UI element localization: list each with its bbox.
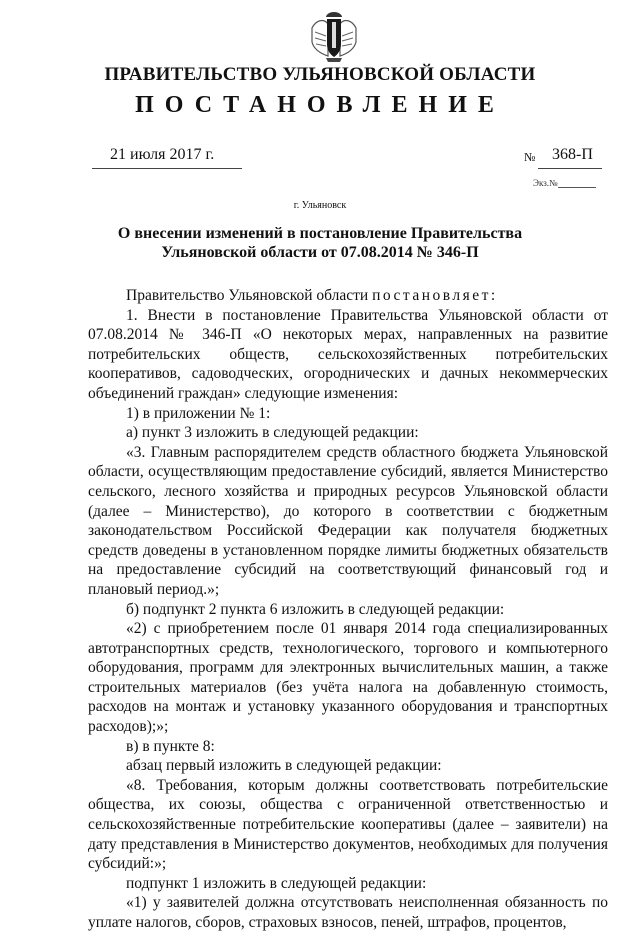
- government-name: ПРАВИТЕЛЬСТВО УЛЬЯНОВСКОЙ ОБЛАСТИ: [104, 64, 536, 85]
- paragraph-4: «3. Главным распорядителем средств областного бюджета Ульяновской области, осуществляющим предоставление субсидий, является Министерство сельского, лесного хозяйства и природных ресурсов Ульяновской области (далее – Министерство), до которого в соответствии с бюджетным законодательством Российской Федерации как получателя бюджетных средств доведены в установленном порядке лимиты бюджетных обязательств на предоставление субсидий на соответствующий финансовый год и плановый период.»;: [88, 443, 608, 598]
- paragraph-5: б) подпункт 2 пункта 6 изложить в следующей редакции:: [126, 600, 505, 618]
- paragraph-7: в) в пункте 8:: [126, 737, 215, 755]
- paragraph-9: «8. Требования, которым должны соответствовать потребительские общества, их союзы, общества с ограниченной ответственностью и сельскохозяйственные потребительские кооперативы (далее – заявители) на дату представления в Министерство документов, необходимых для получения субсидий:»;: [88, 776, 608, 873]
- intro-prefix: Правительство Ульяновской области: [126, 287, 373, 304]
- number-underline: [538, 168, 602, 169]
- city: г. Ульяновск: [293, 200, 347, 211]
- document-type: ПОСТАНОВЛЕНИЕ: [135, 92, 505, 118]
- paragraph-8: абзац первый изложить в следующей редакции:: [126, 757, 442, 775]
- intro-paragraph: [88, 286, 608, 306]
- coat-of-arms-icon: [304, 6, 364, 66]
- number-label: №: [524, 150, 536, 164]
- copy-number: [533, 178, 596, 188]
- copy-label: Экз.№: [533, 178, 558, 188]
- paragraph-11: «1) у заявителей должна отсутствовать неисполненная обязанность по уплате налогов, сборов, страховых взносов, пеней, штрафов, процентов,: [88, 894, 608, 931]
- copy-blank: [558, 187, 596, 188]
- paragraph-1: 1. Внести в постановление Правительства Ульяновской области от 07.08.2014 № 346-П «О некоторых мерах, направленных на развитие потребительских обществ, сельскохозяйственных потребительских кооперативов, садоводческих, огороднических и дачных некоммерческих объединений граждан» следующие изменения:: [88, 306, 608, 402]
- document-number: 368-П: [552, 146, 593, 163]
- document-body: [88, 286, 608, 933]
- paragraph-2: 1) в приложении № 1:: [126, 404, 271, 422]
- paragraph-10: подпункт 1 изложить в следующей редакции:: [126, 874, 427, 892]
- document-date: 21 июля 2017 г.: [110, 146, 215, 163]
- intro-decree: постановляет:: [372, 287, 498, 304]
- paragraph-6: «2) с приобретением после 01 января 2014 года специализированных автотранспортных средств, технологического, торгового и компьютерного оборудования, программ для электронных вычислительных машин, а также строительных материалов (без учёта налога на добавленную стоимость, расходов на монтаж и установку указанного оборудования и транспортных расходов);»;: [88, 620, 608, 736]
- date-underline: [92, 168, 242, 169]
- title-line-2: Ульяновской области от 07.08.2014 № 346-П: [161, 244, 479, 261]
- title-line-1: О внесении изменений в постановление Правительства: [117, 225, 523, 242]
- paragraph-3: а) пункт 3 изложить в следующей редакции:: [126, 424, 419, 442]
- document-title: [0, 224, 640, 262]
